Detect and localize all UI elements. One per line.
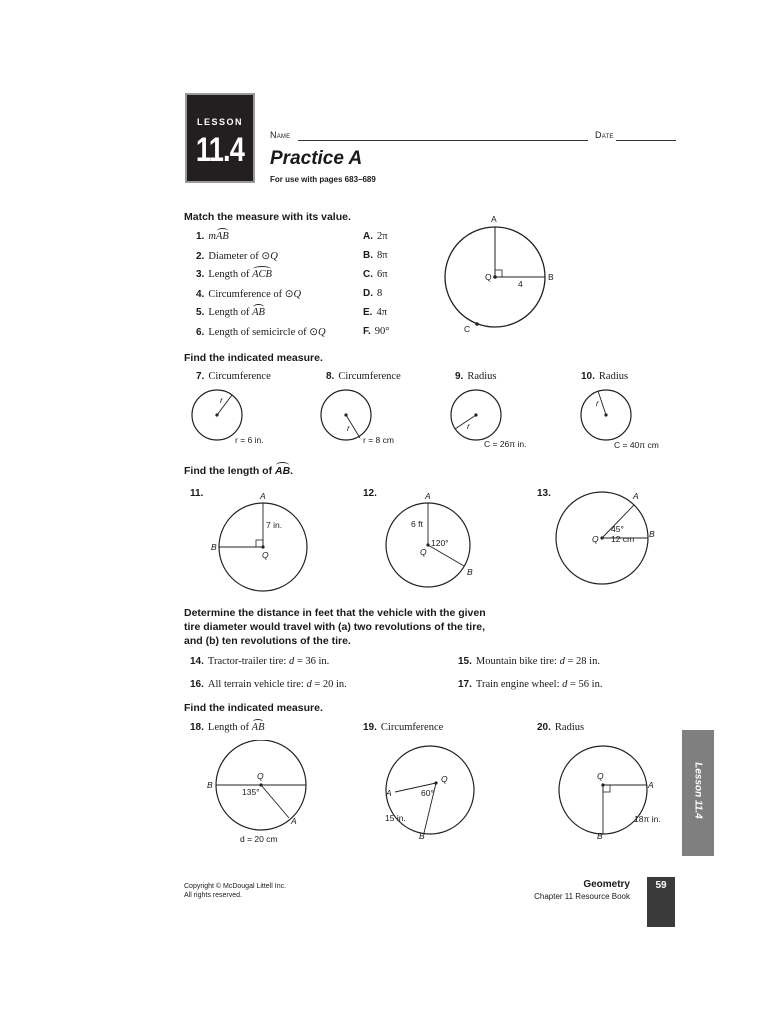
svg-text:A: A bbox=[386, 788, 392, 798]
svg-text:B: B bbox=[419, 831, 425, 841]
answer-choice: C. 6π bbox=[363, 269, 388, 280]
fig8-given: r = 8 cm bbox=[363, 435, 394, 445]
side-tab-label: Lesson 11.4 bbox=[692, 762, 704, 819]
item-13-num: 13. bbox=[537, 488, 551, 499]
svg-text:15 in.: 15 in. bbox=[385, 813, 406, 823]
center-dot bbox=[493, 275, 497, 279]
figure-7 bbox=[185, 385, 285, 450]
section3-instruction: Find the length of AB. bbox=[184, 465, 294, 477]
tire-item: 14. Tractor-trailer tire: d = 36 in. bbox=[190, 656, 330, 667]
svg-text:12 cm: 12 cm bbox=[611, 534, 635, 544]
svg-text:Q: Q bbox=[441, 774, 448, 784]
figure-12 bbox=[380, 488, 490, 588]
tire-item: 16. All terrain vehicle tire: d = 20 in. bbox=[190, 679, 347, 690]
svg-text:45°: 45° bbox=[611, 524, 624, 534]
figure-9 bbox=[446, 385, 546, 450]
name-line[interactable] bbox=[298, 140, 588, 141]
copyright: Copyright © McDougal Littell Inc. All rights reserved. bbox=[184, 883, 287, 899]
section2-instruction: Find the indicated measure. bbox=[184, 352, 323, 364]
book-title: Geometry bbox=[583, 879, 630, 890]
svg-text:A: A bbox=[425, 491, 431, 501]
fig7-r: r bbox=[220, 395, 223, 405]
match-item: 3. Length of ACB bbox=[196, 269, 272, 280]
section1-figure bbox=[440, 212, 560, 337]
page-subtitle: For use with pages 683–689 bbox=[270, 175, 376, 184]
match-item: 1. mAB bbox=[196, 231, 229, 242]
svg-text:Q: Q bbox=[592, 534, 599, 544]
item-11-num: 11. bbox=[190, 488, 204, 499]
figure-20 bbox=[550, 740, 670, 845]
match-item: 6. Length of semicircle of ⊙Q bbox=[196, 327, 326, 338]
date-line[interactable] bbox=[616, 140, 676, 141]
fig10-r: r bbox=[596, 398, 599, 408]
tire-item: 15. Mountain bike tire: d = 28 in. bbox=[458, 656, 600, 667]
fig9-r: r bbox=[467, 421, 470, 431]
fig7-given: r = 6 in. bbox=[235, 435, 264, 445]
page-title: Practice A bbox=[270, 148, 363, 169]
item-20-label: 20. Radius bbox=[537, 722, 585, 733]
fig8-r: r bbox=[347, 423, 350, 433]
svg-text:A: A bbox=[633, 491, 639, 501]
svg-text:B: B bbox=[211, 542, 217, 552]
svg-text:Q: Q bbox=[597, 771, 604, 781]
item-19-label: 19. Circumference bbox=[363, 722, 444, 733]
match-item: 5. Length of AB bbox=[196, 307, 265, 318]
svg-text:135°: 135° bbox=[242, 787, 260, 797]
label-c: C bbox=[464, 324, 471, 334]
svg-text:Q: Q bbox=[262, 550, 269, 560]
svg-text:60°: 60° bbox=[421, 788, 434, 798]
section1-instruction: Match the measure with its value. bbox=[184, 211, 351, 223]
answer-choice: F. 90° bbox=[363, 326, 390, 337]
svg-text:Q: Q bbox=[420, 547, 427, 557]
match-item: 4. Circumference of ⊙Q bbox=[196, 289, 302, 300]
svg-text:B: B bbox=[649, 529, 655, 539]
svg-text:d = 20 cm: d = 20 cm bbox=[240, 834, 278, 844]
figure-8 bbox=[316, 385, 416, 450]
figure-18 bbox=[200, 740, 330, 850]
figure-10 bbox=[576, 385, 676, 450]
svg-text:A: A bbox=[648, 780, 654, 790]
name-label: Name bbox=[270, 130, 291, 140]
measure-item: 9. Radius bbox=[455, 371, 497, 382]
svg-text:6 ft: 6 ft bbox=[411, 519, 423, 529]
svg-text:Q: Q bbox=[257, 771, 264, 781]
svg-text:A: A bbox=[260, 491, 266, 501]
label-a: A bbox=[491, 214, 497, 224]
page-number: 59 bbox=[655, 880, 667, 891]
svg-text:120°: 120° bbox=[431, 538, 449, 548]
point-c bbox=[475, 322, 479, 326]
match-item: 2. Diameter of ⊙Q bbox=[196, 251, 278, 262]
label-radius: 4 bbox=[518, 279, 523, 289]
answer-choice: D. 8 bbox=[363, 288, 383, 299]
section5-instruction: Find the indicated measure. bbox=[184, 702, 323, 714]
svg-text:7 in.: 7 in. bbox=[266, 520, 283, 530]
fig9-given: C = 26π in. bbox=[484, 439, 527, 449]
side-tab bbox=[682, 730, 714, 856]
answer-choice: A. 2π bbox=[363, 231, 388, 242]
svg-text:B: B bbox=[207, 780, 213, 790]
label-b: B bbox=[548, 272, 554, 282]
measure-item: 8. Circumference bbox=[326, 371, 401, 382]
label-q: Q bbox=[485, 272, 492, 282]
figure-19 bbox=[380, 740, 490, 845]
page-number-box bbox=[647, 877, 675, 927]
svg-text:B: B bbox=[467, 567, 473, 577]
measure-item: 7. Circumference bbox=[196, 371, 271, 382]
answer-choice: B. 8π bbox=[363, 250, 388, 261]
section4-instruction: Determine the distance in feet that the vehicle with the given tire diameter would travel with (a) two revolutions of the tire, and (b) ten revolutions of the tire. bbox=[184, 607, 486, 647]
date-label: Date bbox=[595, 130, 614, 140]
figure-13 bbox=[550, 488, 670, 588]
lesson-badge bbox=[185, 93, 255, 183]
book-sub: Chapter 11 Resource Book bbox=[534, 892, 630, 901]
lesson-word: LESSON bbox=[196, 117, 243, 127]
item-12-num: 12. bbox=[363, 488, 377, 499]
item-18-label: 18. Length of AB bbox=[190, 722, 265, 733]
answer-choice: E. 4π bbox=[363, 307, 388, 318]
svg-text:A: A bbox=[291, 816, 297, 826]
svg-text:18π in.: 18π in. bbox=[634, 814, 661, 824]
lesson-number: 11.4 bbox=[195, 131, 245, 169]
svg-text:B: B bbox=[597, 831, 603, 841]
fig10-given: C = 40π cm bbox=[614, 440, 659, 450]
tire-item: 17. Train engine wheel: d = 56 in. bbox=[458, 679, 603, 690]
figure-11 bbox=[205, 488, 320, 593]
measure-item: 10. Radius bbox=[581, 371, 629, 382]
